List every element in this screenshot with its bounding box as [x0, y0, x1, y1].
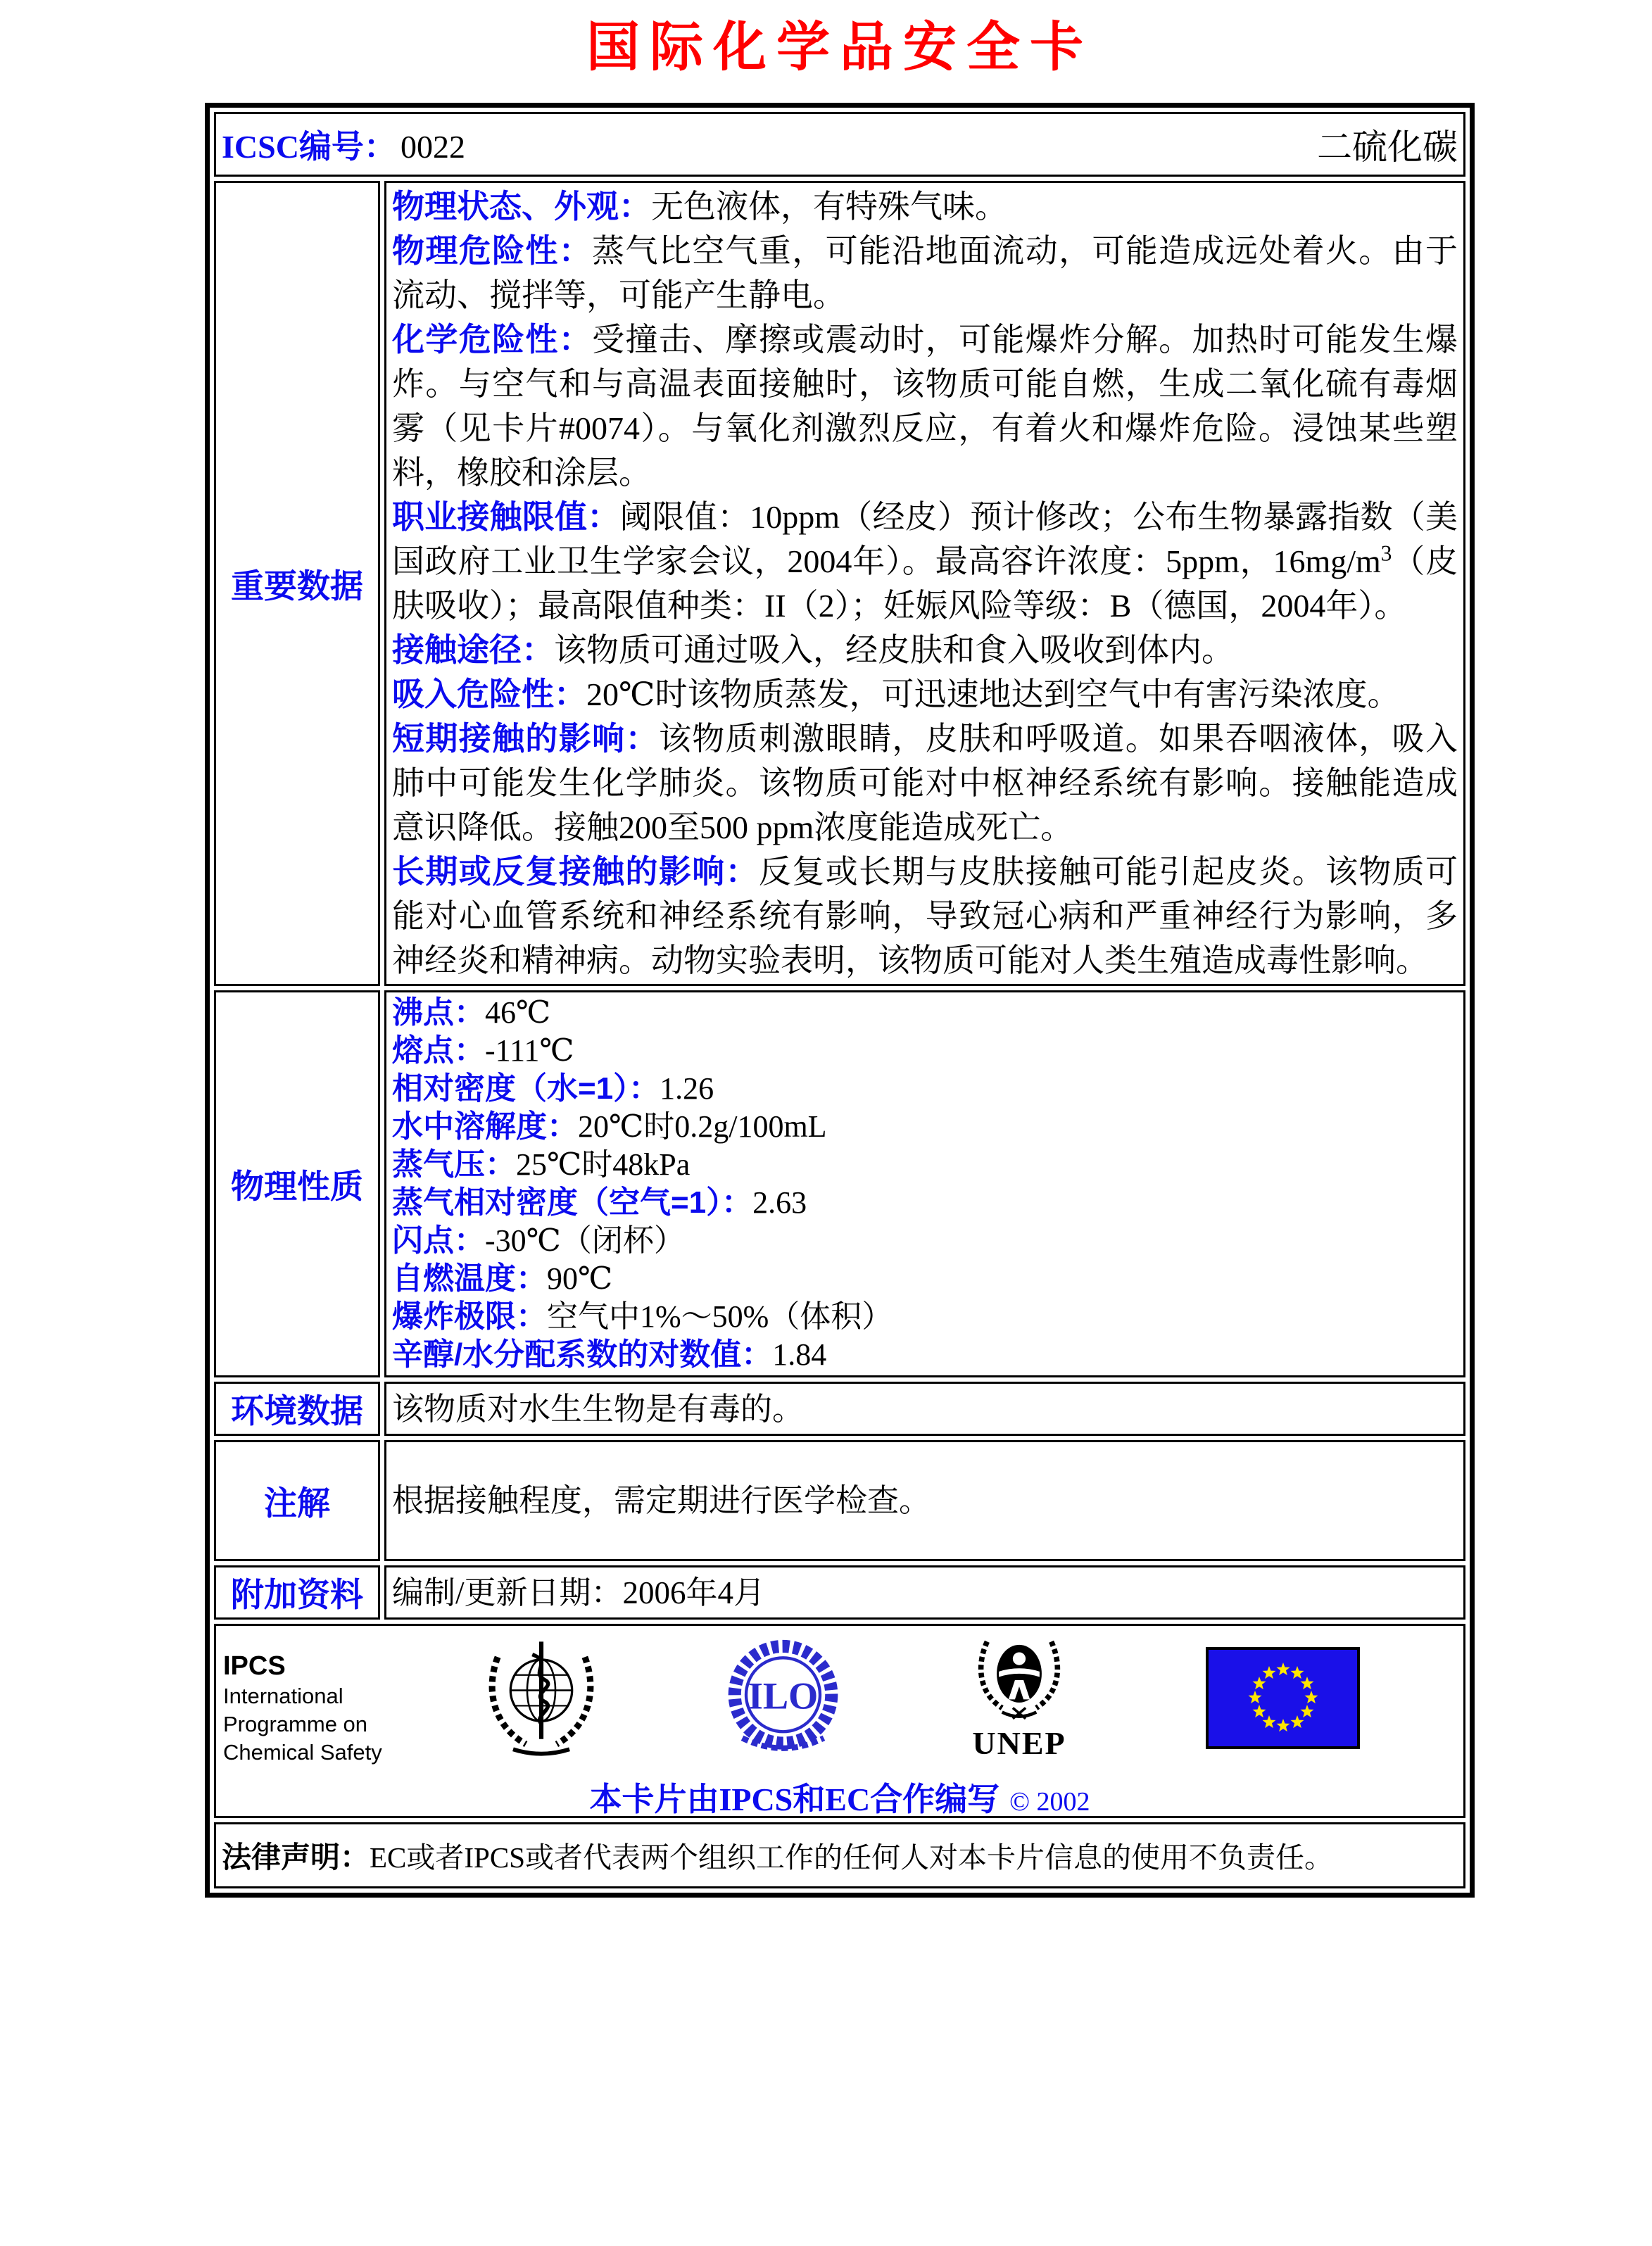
- legal-notice-text: EC或者IPCS或者代表两个组织工作的任何人对本卡片信息的使用不负责任。: [370, 1841, 1334, 1874]
- physical-property-item: [392, 1032, 1458, 1070]
- important-data-content: [384, 181, 1465, 986]
- ilo-letters: ILO: [748, 1674, 819, 1717]
- unep-wordmark: UNEP: [972, 1725, 1066, 1761]
- physical-property-item-value: 25℃时48kPa: [516, 1147, 691, 1182]
- ipcs-line3: Chemical Safety: [223, 1740, 382, 1765]
- additional-info-row: [214, 1565, 1465, 1620]
- notes-row: [214, 1440, 1465, 1561]
- physical-property-item-value: 1.84: [772, 1337, 827, 1372]
- physical-property-item: [392, 1070, 1458, 1108]
- important-data-row: [214, 181, 1465, 986]
- legal-notice-label: 法律声明：: [222, 1841, 370, 1874]
- physical-property-item: [392, 1146, 1458, 1184]
- important-data-item-label: 长期或反复接触的影响：: [392, 853, 759, 890]
- ipcs-line1: International: [223, 1684, 343, 1708]
- who-logo-icon: [477, 1633, 605, 1767]
- physical-property-item-label: 辛醇/水分配系数的对数值：: [392, 1337, 773, 1372]
- physical-property-item: [392, 1222, 1458, 1260]
- physical-property-item-label: 蒸气压：: [392, 1147, 516, 1182]
- environmental-data-content: 该物质对水生生物是有毒的。: [384, 1382, 1465, 1436]
- important-data-item-value: 反复或长期与皮肤接触可能引起皮炎。该物质可能对心血管系统和神经系统有影响，导致冠心病和严重神经行为影响，多神经炎和精神病。动物实验表明，该物质可能对人类生殖造成毒性影响。: [392, 854, 1458, 978]
- physical-property-item-value: 46℃: [485, 995, 551, 1030]
- notes-row-label: 注解: [214, 1440, 380, 1561]
- physical-property-item-label: 闪点：: [392, 1223, 485, 1258]
- physical-property-item: [392, 1336, 1458, 1374]
- physical-property-item-label: 蒸气相对密度（空气=1）：: [392, 1185, 753, 1220]
- physical-property-item-value: 20℃时0.2g/100mL: [578, 1109, 827, 1144]
- physical-property-item-label: 相对密度（水=1）：: [392, 1071, 660, 1106]
- important-data-item: [392, 672, 1458, 717]
- icsc-card-table: [205, 103, 1475, 1898]
- important-data-item-label: 物理状态、外观：: [392, 188, 651, 225]
- cooperation-caption: [216, 1774, 1463, 1820]
- important-data-item: [392, 229, 1458, 317]
- important-data-item-label: 物理危险性：: [392, 232, 593, 269]
- icsc-number-value: 0022: [400, 129, 465, 165]
- physical-properties-content: [384, 990, 1465, 1377]
- physical-property-item-value: -30℃（闭杯）: [485, 1223, 685, 1258]
- physical-property-item-value: 90℃: [547, 1261, 613, 1296]
- additional-info-content: 编制/更新日期：2006年4月: [384, 1565, 1465, 1620]
- ipcs-line2: Programme on: [223, 1712, 368, 1736]
- physical-property-item-label: 爆炸极限：: [392, 1299, 547, 1334]
- important-data-item-value: 该物质刺激眼睛，皮肤和呼吸道。如果吞咽液体，吸入肺中可能发生化学肺炎。该物质可能对中枢神经系统有影响。接触能造成意识降低。接触200至500 ppm浓度能造成死亡。: [392, 721, 1458, 845]
- ipcs-text-block: [223, 1650, 382, 1767]
- important-data-item: [392, 628, 1458, 672]
- important-data-item-value: 蒸气比空气重，可能沿地面流动，可能造成远处着火。由于流动、搅拌等，可能产生静电。: [392, 233, 1458, 313]
- important-data-item-value: 3: [1380, 541, 1392, 566]
- ipcs-acronym: IPCS: [223, 1651, 286, 1681]
- important-data-item-value: （皮肤吸收）；最高限值种类：II（2）；妊娠风险等级：B（德国，2004年）。: [392, 543, 1458, 624]
- important-data-item-value: 无色液体，有特殊气味。: [651, 189, 1007, 225]
- physical-property-item-value: 1.26: [660, 1071, 714, 1106]
- header-row: [214, 112, 1465, 177]
- physical-property-item-label: 熔点：: [392, 1033, 485, 1068]
- important-data-item: [392, 495, 1458, 628]
- legal-notice-row: [214, 1822, 1465, 1888]
- physical-property-item: [392, 1298, 1458, 1336]
- environmental-data-row-label: 环境数据: [214, 1382, 380, 1436]
- important-data-item-label: 化学危险性：: [392, 321, 593, 358]
- important-data-item: [392, 317, 1458, 495]
- physical-property-item-label: 沸点：: [392, 995, 485, 1030]
- important-data-item: [392, 850, 1458, 983]
- additional-info-row-label: 附加资料: [214, 1565, 380, 1620]
- important-data-item-value: 阈限值：10ppm（经皮）预计修改；公布生物暴露指数（美国政府工业卫生学家会议，2004年）。最高容许浓度：5ppm，16mg/m: [392, 499, 1458, 579]
- physical-property-item-value: 2.63: [752, 1185, 807, 1220]
- important-data-item: [392, 184, 1458, 229]
- physical-property-item-value: -111℃: [485, 1033, 574, 1068]
- physical-property-item-value: 空气中1%～50%（体积）: [547, 1299, 893, 1334]
- important-data-row-label: 重要数据: [214, 181, 380, 986]
- physical-properties-row: [214, 990, 1465, 1377]
- notes-content: 根据接触程度，需定期进行医学检查。: [384, 1440, 1465, 1561]
- physical-property-item-label: 水中溶解度：: [392, 1109, 578, 1144]
- ilo-logo-icon: [719, 1633, 847, 1770]
- physical-property-item-label: 自燃温度：: [392, 1261, 547, 1296]
- physical-property-item: [392, 1260, 1458, 1298]
- eu-flag-icon: [1206, 1647, 1360, 1753]
- page-title: 国际化学品安全卡: [586, 18, 1093, 77]
- physical-property-item: [392, 994, 1458, 1032]
- important-data-item-label: 接触途径：: [392, 631, 554, 668]
- important-data-item-label: 吸入危险性：: [392, 676, 586, 712]
- important-data-item-value: 该物质可通过吸入，经皮肤和食入吸收到体内。: [554, 632, 1234, 668]
- important-data-item-label: 短期接触的影响：: [392, 720, 659, 757]
- cooperation-caption-text: 本卡片由IPCS和EC合作编写: [589, 1781, 1000, 1817]
- important-data-item-value: 受撞击、摩擦或震动时，可能爆炸分解。加热时可能发生爆炸。与空气和与高温表面接触时，该物质可能自燃，生成二氧化硫有毒烟雾（见卡片#0074）。与氧化剂激烈反应，有着火和爆炸危险。浸蚀某些塑料，橡胶和涂层。: [392, 322, 1458, 491]
- icsc-number-label: ICSC编号：: [222, 129, 396, 165]
- copyright-text: © 2002: [1009, 1787, 1090, 1817]
- unep-logo-icon: [966, 1633, 1073, 1760]
- logos-row: [214, 1624, 1465, 1818]
- important-data-item-label: 职业接触限值：: [392, 498, 620, 535]
- physical-properties-row-label: 物理性质: [214, 990, 380, 1377]
- chemical-name: 二硫化碳: [1317, 127, 1458, 167]
- physical-property-item: [392, 1108, 1458, 1146]
- environmental-data-row: [214, 1382, 1465, 1436]
- important-data-item-value: 20℃时该物质蒸发，可迅速地达到空气中有害污染浓度。: [586, 676, 1400, 712]
- important-data-item: [392, 717, 1458, 850]
- icsc-number-group: [222, 121, 465, 168]
- physical-property-item: [392, 1184, 1458, 1222]
